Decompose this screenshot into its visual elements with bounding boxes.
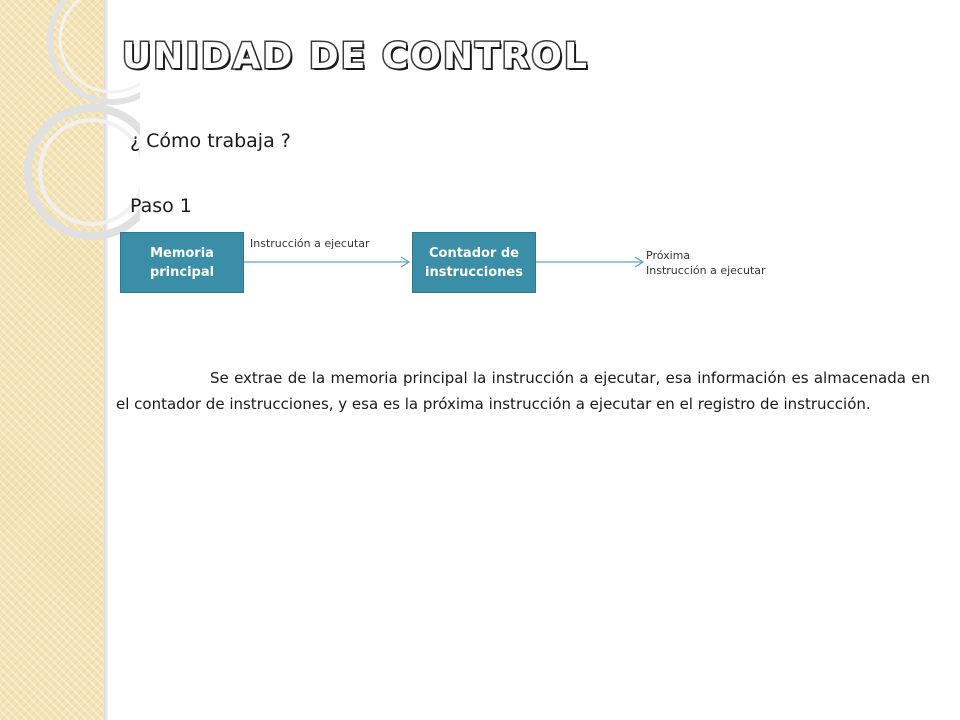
step-label: Paso 1 bbox=[130, 195, 192, 217]
arrowhead-next bbox=[635, 257, 643, 267]
slide-title: UNIDAD DE CONTROL bbox=[122, 36, 589, 77]
body-paragraph: Se extrae de la memoria principal la instrucción a ejecutar, esa información es almacenada en el contador de instrucciones, y esa es la próxima instrucción a ejecutar en el registro de instrucción. bbox=[116, 369, 930, 413]
memory-box-label: Memoria principal bbox=[149, 245, 215, 280]
arrowhead-counter bbox=[401, 257, 409, 267]
memory-box bbox=[120, 232, 244, 293]
next-instruction-label bbox=[646, 248, 766, 278]
decorative-circles bbox=[0, 0, 140, 320]
counter-box bbox=[412, 232, 536, 293]
next-label-line2: Instrucción a ejecutar bbox=[646, 264, 766, 277]
next-label-line1: Próxima bbox=[646, 249, 691, 262]
question-text: ¿ Cómo trabaja ? bbox=[130, 130, 291, 152]
counter-box-label: Contador de instrucciones bbox=[425, 245, 523, 280]
arrow-label-instruction: Instrucción a ejecutar bbox=[250, 237, 370, 250]
